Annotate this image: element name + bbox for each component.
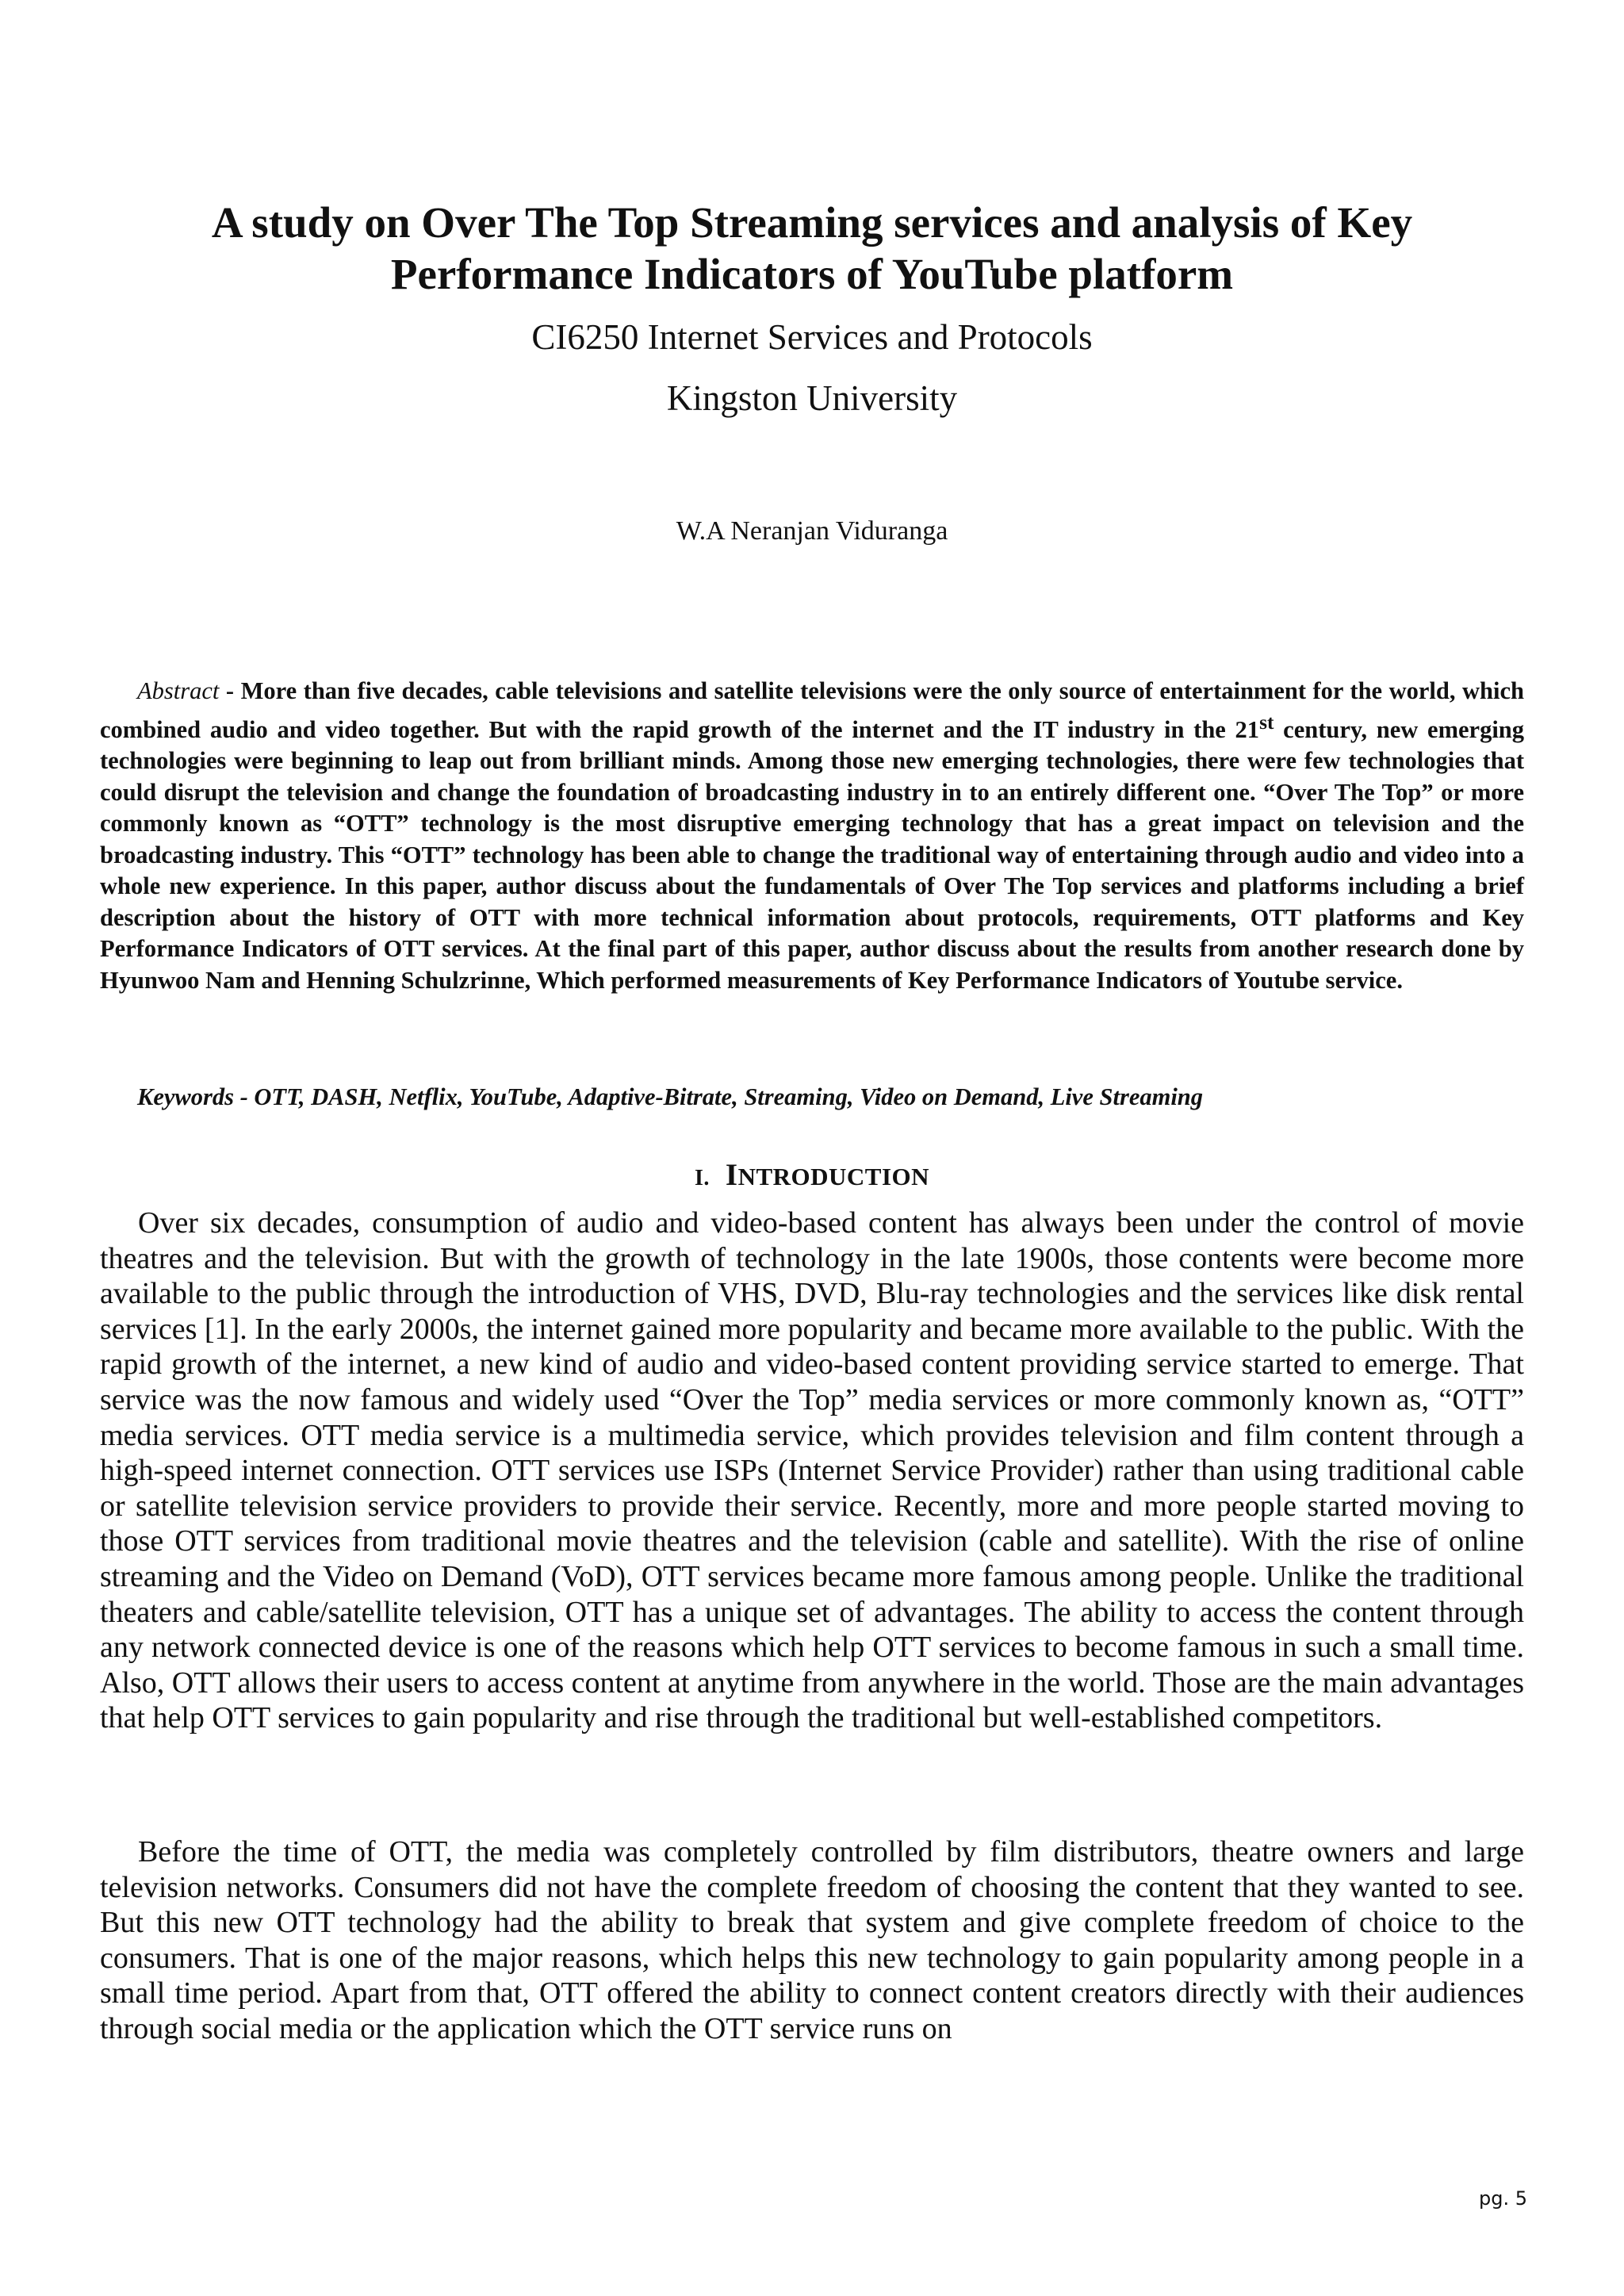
abstract [100,676,1524,996]
abstract-separator: - [219,677,241,704]
section-number: I. [694,1166,710,1190]
course-name: CI6250 Internet Services and Protocols [531,317,1093,357]
section-title-rest: NTRODUCTION [737,1163,930,1190]
abstract-text-part1: More than five decades, cable televisions and satellite televisions were the only source of entertainment for the world, which combined audio and video together. But with the rapid growth of the internet and the IT industry in the 21 [100,677,1524,743]
body-paragraph: Over six decades, consumption of audio and video-based content has always been under the control of movie theatres and the television. But with the growth of technology in the late 1900s, those contents were become more available to the public through the introduction of VHS, DVD, Blu-ray technologies and the services like disk rental services [1]. In the early 2000s, the internet gained more popularity and became more available to the public. With the rapid growth of the internet, a new kind of audio and video-based content providing service started to emerge. That service was the now famous and widely used “Over the Top” media services or more commonly known as, “OTT” media services. OTT media service is a multimedia service, which provides television and film content through a high-speed internet connection. OTT services use ISPs (Internet Service Provider) rather than using traditional cable or satellite television service providers to provide their service. Recently, more and more people started moving to those OTT services from traditional movie theatres and the television (cable and satellite). With the rise of online streaming and the Video on Demand (VoD), OTT services became more famous among people. Unlike the traditional theaters and cable/satellite television, OTT has a unique set of advantages. The ability to access the content through any network connected device is one of the reasons which help OTT services to become famous in such a small time. Also, OTT allows their users to access content at anytime from anywhere in the world. Those are the main advantages that help OTT services to gain popularity and rise through the traditional but well-established competitors. [100,1206,1524,1735]
university-name: Kingston University [666,378,958,418]
abstract-superscript: st [1259,711,1274,734]
page-number: pg. 5 [1479,2187,1527,2210]
author-name: W.A Neranjan Viduranga [676,516,948,546]
section-first-letter: I [725,1158,738,1192]
body-paragraph: Before the time of OTT, the media was completely controlled by film distributors, theatre owners and large television networks. Consumers did not have the complete freedom of choosing the content that they wanted to see. But this new OTT technology had the ability to break that system and give complete freedom of choice to the consumers. That is one of the major reasons, which helps this new technology to gain popularity among people in a small time period. Apart from that, OTT offered the ability to connect content creators directly with their audiences through social media or the application which the OTT service runs on [100,1835,1524,2045]
abstract-label: Abstract [137,677,220,704]
paper-title: A study on Over The Top Streaming services and analysis of Key Performance Indicators of YouTube platform [211,198,1413,298]
abstract-text-part2: century, new emerging technologies were beginning to leap out from brilliant minds. Among those new emerging technologies, there were few technologies that could disrupt the television and change the foundation of broadcasting industry in to an entirely different one. “Over The Top” or more commonly known as “OTT” technology is the most disruptive emerging technology that has a great impact on television and the broadcasting industry. This “OTT” technology has been able to change the traditional way of entertaining through audio and video into a whole new experience. In this paper, author discuss about the fundamentals of Over The Top services and platforms including a brief description about the history of OTT with more technical information about protocols, requirements, OTT platforms and Key Performance Indicators of OTT services. At the final part of this paper, author discuss about the results from another research done by Hyunwoo Nam and Henning Schulzrinne, Which performed measurements of Key Performance Indicators of Youtube service. [100,715,1524,994]
keywords: Keywords - OTT, DASH, Netflix, YouTube, Adaptive-Bitrate, Streaming, Video on Demand, Live Streaming [137,1083,1204,1110]
section-heading [100,1156,1524,1198]
